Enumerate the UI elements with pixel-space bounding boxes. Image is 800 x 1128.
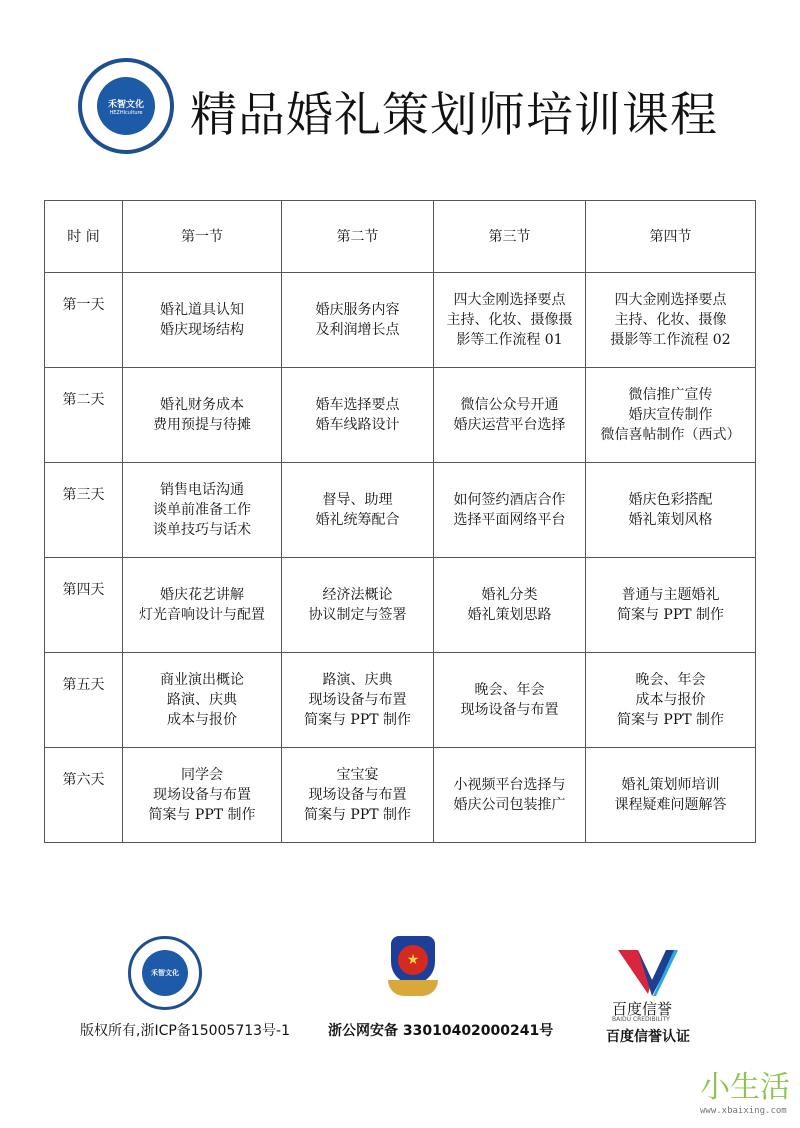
session-line: 简案与 PPT 制作 — [616, 712, 725, 728]
session-cell — [123, 558, 282, 653]
session-line: 婚礼策划师培训 — [621, 777, 720, 793]
session-cell — [586, 653, 756, 748]
column-header: 第三节 — [488, 228, 531, 245]
session-line: 婚车选择要点 — [315, 397, 400, 413]
session-line: 宝宝宴 — [336, 767, 379, 783]
session-cell — [123, 653, 282, 748]
session-line: 商业演出概论 — [160, 672, 244, 688]
session-line: 微信公众号开通 — [460, 397, 559, 413]
watermark-text: 小生活 — [700, 1070, 790, 1105]
session-line: 主持、化妆、摄像 — [614, 312, 727, 328]
session-line: 成本与报价 — [167, 712, 237, 728]
table-row — [45, 463, 756, 558]
day-label: 第四天 — [62, 582, 105, 598]
session-cell — [434, 748, 586, 843]
day-label: 第二天 — [62, 392, 105, 408]
session-line: 灯光音响设计与配置 — [139, 607, 265, 623]
session-cell — [123, 463, 282, 558]
session-line: 婚庆宣传制作 — [628, 407, 713, 423]
police-emblem-icon: ★ — [388, 936, 438, 1006]
logo-text: 禾智文化 — [151, 969, 179, 977]
column-header-cell — [282, 201, 434, 273]
session-line: 婚庆色彩搭配 — [628, 492, 713, 508]
session-cell — [586, 463, 756, 558]
session-line: 晚会、年会 — [474, 682, 545, 698]
baidu-credibility-icon — [618, 950, 680, 998]
column-header: 时 间 — [67, 228, 100, 245]
session-cell — [123, 368, 282, 463]
session-line: 四大金刚选择要点 — [614, 292, 727, 308]
column-header-cell — [45, 201, 123, 273]
logo-en: HEZHIculture — [109, 109, 143, 116]
session-line: 督导、助理 — [322, 492, 393, 508]
session-line: 同学会 — [181, 767, 223, 783]
page-title: 精品婚礼策划师培训课程 — [190, 88, 718, 143]
day-cell — [45, 653, 123, 748]
table-row — [45, 273, 756, 368]
session-line: 晚会、年会 — [635, 672, 706, 688]
session-line: 婚礼财务成本 — [160, 397, 244, 413]
session-cell — [586, 273, 756, 368]
session-line: 简案与 PPT 制作 — [303, 807, 412, 823]
column-header-cell — [586, 201, 756, 273]
session-cell — [586, 558, 756, 653]
copyright-text: 版权所有,浙ICP备15005713号-1 — [80, 1023, 291, 1039]
session-line: 婚庆服务内容 — [315, 302, 400, 318]
session-line: 现场设备与布置 — [460, 702, 559, 718]
session-line: 婚礼统筹配合 — [315, 512, 400, 528]
police-record-text: 浙公网安备 33010402000241号 — [328, 1023, 554, 1039]
session-line: 如何签约酒店合作 — [453, 492, 566, 508]
session-line: 婚庆花艺讲解 — [160, 587, 244, 603]
session-line: 主持、化妆、摄像摄 — [446, 312, 573, 328]
column-header: 第一节 — [181, 228, 223, 245]
session-line: 微信推广宣传 — [628, 387, 713, 403]
day-label: 第六天 — [62, 772, 105, 788]
session-cell — [282, 463, 434, 558]
column-header: 第四节 — [649, 228, 692, 245]
session-cell — [282, 558, 434, 653]
baidu-en-text: BAIDU CREDIBILITY — [612, 1016, 670, 1023]
table-row — [45, 653, 756, 748]
watermark-url: www.xbaixing.com — [700, 1106, 787, 1116]
watermark — [700, 1062, 790, 1116]
session-line: 协议制定与签署 — [308, 607, 407, 623]
session-line: 普通与主题婚礼 — [621, 587, 720, 603]
session-line: 及利润增长点 — [315, 322, 400, 338]
day-cell — [45, 463, 123, 558]
session-cell — [123, 273, 282, 368]
column-header-cell — [123, 201, 282, 273]
day-cell — [45, 558, 123, 653]
session-line: 选择平面网络平台 — [453, 512, 566, 528]
session-cell — [586, 748, 756, 843]
session-line: 婚礼道具认知 — [160, 302, 244, 318]
session-line: 简案与 PPT 制作 — [303, 712, 412, 728]
column-header: 第二节 — [336, 228, 379, 245]
table-row — [45, 368, 756, 463]
hezhi-logo — [78, 58, 174, 154]
session-cell — [434, 558, 586, 653]
table-row — [45, 748, 756, 843]
session-line: 影等工作流程 01 — [456, 332, 563, 348]
session-line: 婚礼策划思路 — [467, 607, 552, 623]
session-line: 四大金刚选择要点 — [453, 292, 566, 308]
session-line: 销售电话沟通 — [160, 482, 244, 498]
course-table — [44, 200, 756, 843]
session-line: 婚礼分类 — [481, 587, 538, 603]
session-line: 成本与报价 — [635, 692, 706, 708]
session-line: 微信喜帖制作（西式） — [600, 427, 741, 443]
session-cell — [282, 653, 434, 748]
session-line: 摄影等工作流程 02 — [610, 332, 731, 348]
session-cell — [434, 368, 586, 463]
session-line: 费用预提与待摊 — [153, 417, 251, 433]
day-label: 第五天 — [62, 677, 105, 693]
session-line: 婚庆公司包装推广 — [453, 797, 566, 813]
session-cell — [434, 273, 586, 368]
session-line: 课程疑难问题解答 — [614, 797, 727, 813]
logo-text: 禾智文化 — [107, 99, 144, 110]
session-cell — [282, 748, 434, 843]
baidu-cert-text: 百度信誉认证 — [606, 1029, 690, 1045]
day-cell — [45, 273, 123, 368]
table-row — [45, 558, 756, 653]
day-cell — [45, 748, 123, 843]
session-line: 现场设备与布置 — [153, 787, 251, 803]
baidu-logo-text: 百度信誉 — [612, 1000, 673, 1018]
session-line: 现场设备与布置 — [308, 692, 407, 708]
session-line: 路演、庆典 — [322, 672, 393, 688]
session-line: 谈单前准备工作 — [153, 502, 251, 518]
session-cell — [282, 273, 434, 368]
session-line: 婚礼策划风格 — [628, 512, 713, 528]
table-header-row — [45, 201, 756, 273]
session-line: 经济法概论 — [322, 587, 393, 603]
day-label: 第三天 — [62, 487, 105, 503]
session-line: 简案与 PPT 制作 — [616, 607, 725, 623]
session-line: 现场设备与布置 — [308, 787, 407, 803]
day-label: 第一天 — [62, 297, 105, 313]
session-line: 小视频平台选择与 — [453, 777, 566, 793]
session-cell — [434, 463, 586, 558]
session-line: 路演、庆典 — [167, 692, 237, 708]
session-cell — [123, 748, 282, 843]
session-line: 谈单技巧与话术 — [153, 522, 251, 538]
session-line: 婚庆运营平台选择 — [453, 417, 566, 433]
column-header-cell — [434, 201, 586, 273]
session-cell — [586, 368, 756, 463]
hezhi-footer-logo — [128, 936, 202, 1010]
day-cell — [45, 368, 123, 463]
session-line: 婚车线路设计 — [315, 417, 400, 433]
session-cell — [434, 653, 586, 748]
session-line: 婚庆现场结构 — [160, 322, 244, 338]
session-cell — [282, 368, 434, 463]
session-line: 简案与 PPT 制作 — [148, 807, 256, 823]
